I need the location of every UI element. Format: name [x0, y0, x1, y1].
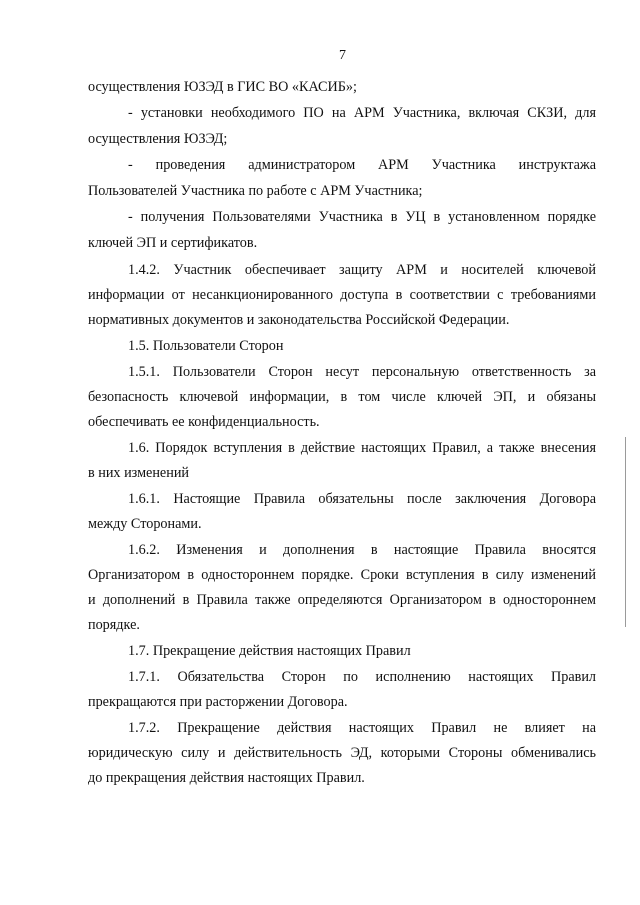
text-line: осуществления ЮЗЭД в ГИС ВО «КАСИБ»; — [88, 79, 357, 95]
text-line: ключей ЭП и сертификатов. — [88, 235, 258, 251]
text-line: 1.7.2. Прекращение действия настоящих Правил не влияет на — [128, 720, 596, 736]
section-heading: 1.7. Прекращение действия настоящих Правил — [128, 643, 411, 659]
text-line: - проведения администратором АРМ Участника инструктажа — [128, 157, 596, 173]
text-line: Организатором в одностороннем порядке. Сроки вступления в силу изменений — [88, 567, 596, 583]
text-line: 1.6.2. Изменения и дополнения в настоящие Правила вносятся — [128, 542, 596, 558]
text-line: обеспечивать ее конфиденциальность. — [88, 414, 320, 430]
text-line: - установки необходимого ПО на АРМ Участника, включая СКЗИ, для — [128, 105, 596, 121]
text-line: и дополнений в Правила также определяются Организатором в одностороннем — [88, 592, 596, 608]
text-line: до прекращения действия настоящих Правил. — [88, 770, 365, 786]
text-line: Пользователей Участника по работе с АРМ Участника; — [88, 183, 423, 199]
page-number: 7 — [339, 48, 346, 63]
text-line: порядке. — [88, 617, 140, 633]
text-line: юридическую силу и действительность ЭД, которыми Стороны обменивались — [88, 745, 596, 761]
text-line: нормативных документов и законодательства Российской Федерации. — [88, 312, 510, 328]
text-line: прекращаются при расторжении Договора. — [88, 694, 348, 710]
text-line: 1.6.1. Настоящие Правила обязательны после заключения Договора — [128, 491, 596, 507]
section-heading: в них изменений — [88, 465, 190, 481]
section-heading: 1.5. Пользователи Сторон — [128, 338, 284, 354]
text-line: между Сторонами. — [88, 516, 202, 532]
text-line: информации от несанкционированного доступа в соответствии с требованиями — [88, 287, 596, 303]
margin-line — [625, 437, 626, 627]
text-line: осуществления ЮЗЭД; — [88, 131, 228, 147]
text-line: 1.4.2. Участник обеспечивает защиту АРМ и носителей ключевой — [128, 262, 596, 278]
text-line: 1.5.1. Пользователи Сторон несут персональную ответственность за — [128, 364, 596, 380]
section-heading: 1.6. Порядок вступления в действие настоящих Правил, а также внесения — [128, 440, 596, 456]
text-line: безопасность ключевой информации, в том числе ключей ЭП, и обязаны — [88, 389, 596, 405]
text-line: - получения Пользователями Участника в УЦ в установленном порядке — [128, 209, 596, 225]
text-line: 1.7.1. Обязательства Сторон по исполнению настоящих Правил — [128, 669, 596, 685]
